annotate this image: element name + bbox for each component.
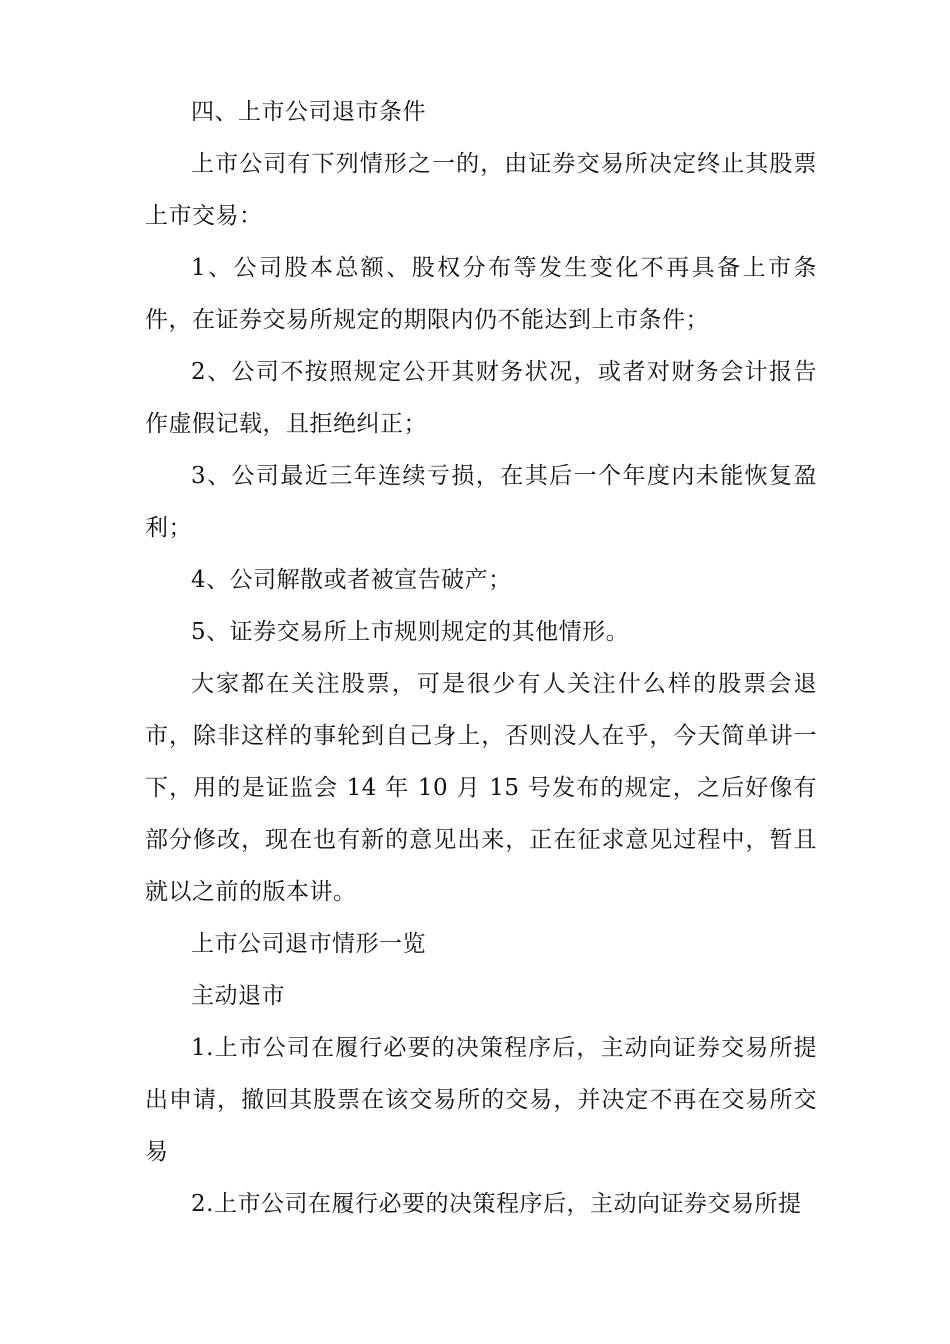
- section-heading: 四、上市公司退市条件: [191, 99, 426, 125]
- list-item: 3、公司最近三年连续亏损，在其后一个年度内未能恢复盈利；: [145, 463, 817, 541]
- subheading: 主动退市: [191, 983, 285, 1009]
- subheading: 上市公司退市情形一览: [191, 931, 426, 957]
- list-item: 5、证券交易所上市规则规定的其他情形。: [191, 619, 630, 645]
- paragraph: 上市公司有下列情形之一的，由证券交易所决定终止其股票上市交易：: [145, 151, 817, 229]
- list-item: 1、公司股本总额、股权分布等发生变化不再具备上市条件，在证券交易所规定的期限内仍不能达到上市条件；: [145, 255, 817, 333]
- paragraph: 大家都在关注股票，可是很少有人关注什么样的股票会退市，除非这样的事轮到自己身上，否则没人在乎，今天简单讲一下，用的是证监会 14 年 10 月 15 号发布的规定，之后好像有部分修改，现在也有新的意见出来，正在征求意见过程中，暂且就以之前的版本讲。: [145, 671, 817, 905]
- list-item: 2.上市公司在履行必要的决策程序后，主动向证券交易所提: [191, 1191, 802, 1217]
- list-item: 4、公司解散或者被宣告破产；: [191, 567, 512, 593]
- list-item: 1.上市公司在履行必要的决策程序后，主动向证券交易所提出申请，撤回其股票在该交易所的交易，并决定不再在交易所交易: [145, 1035, 817, 1165]
- list-item: 2、公司不按照规定公开其财务状况，或者对财务会计报告作虚假记载，且拒绝纠正；: [145, 359, 817, 437]
- document-body: [145, 86, 817, 1230]
